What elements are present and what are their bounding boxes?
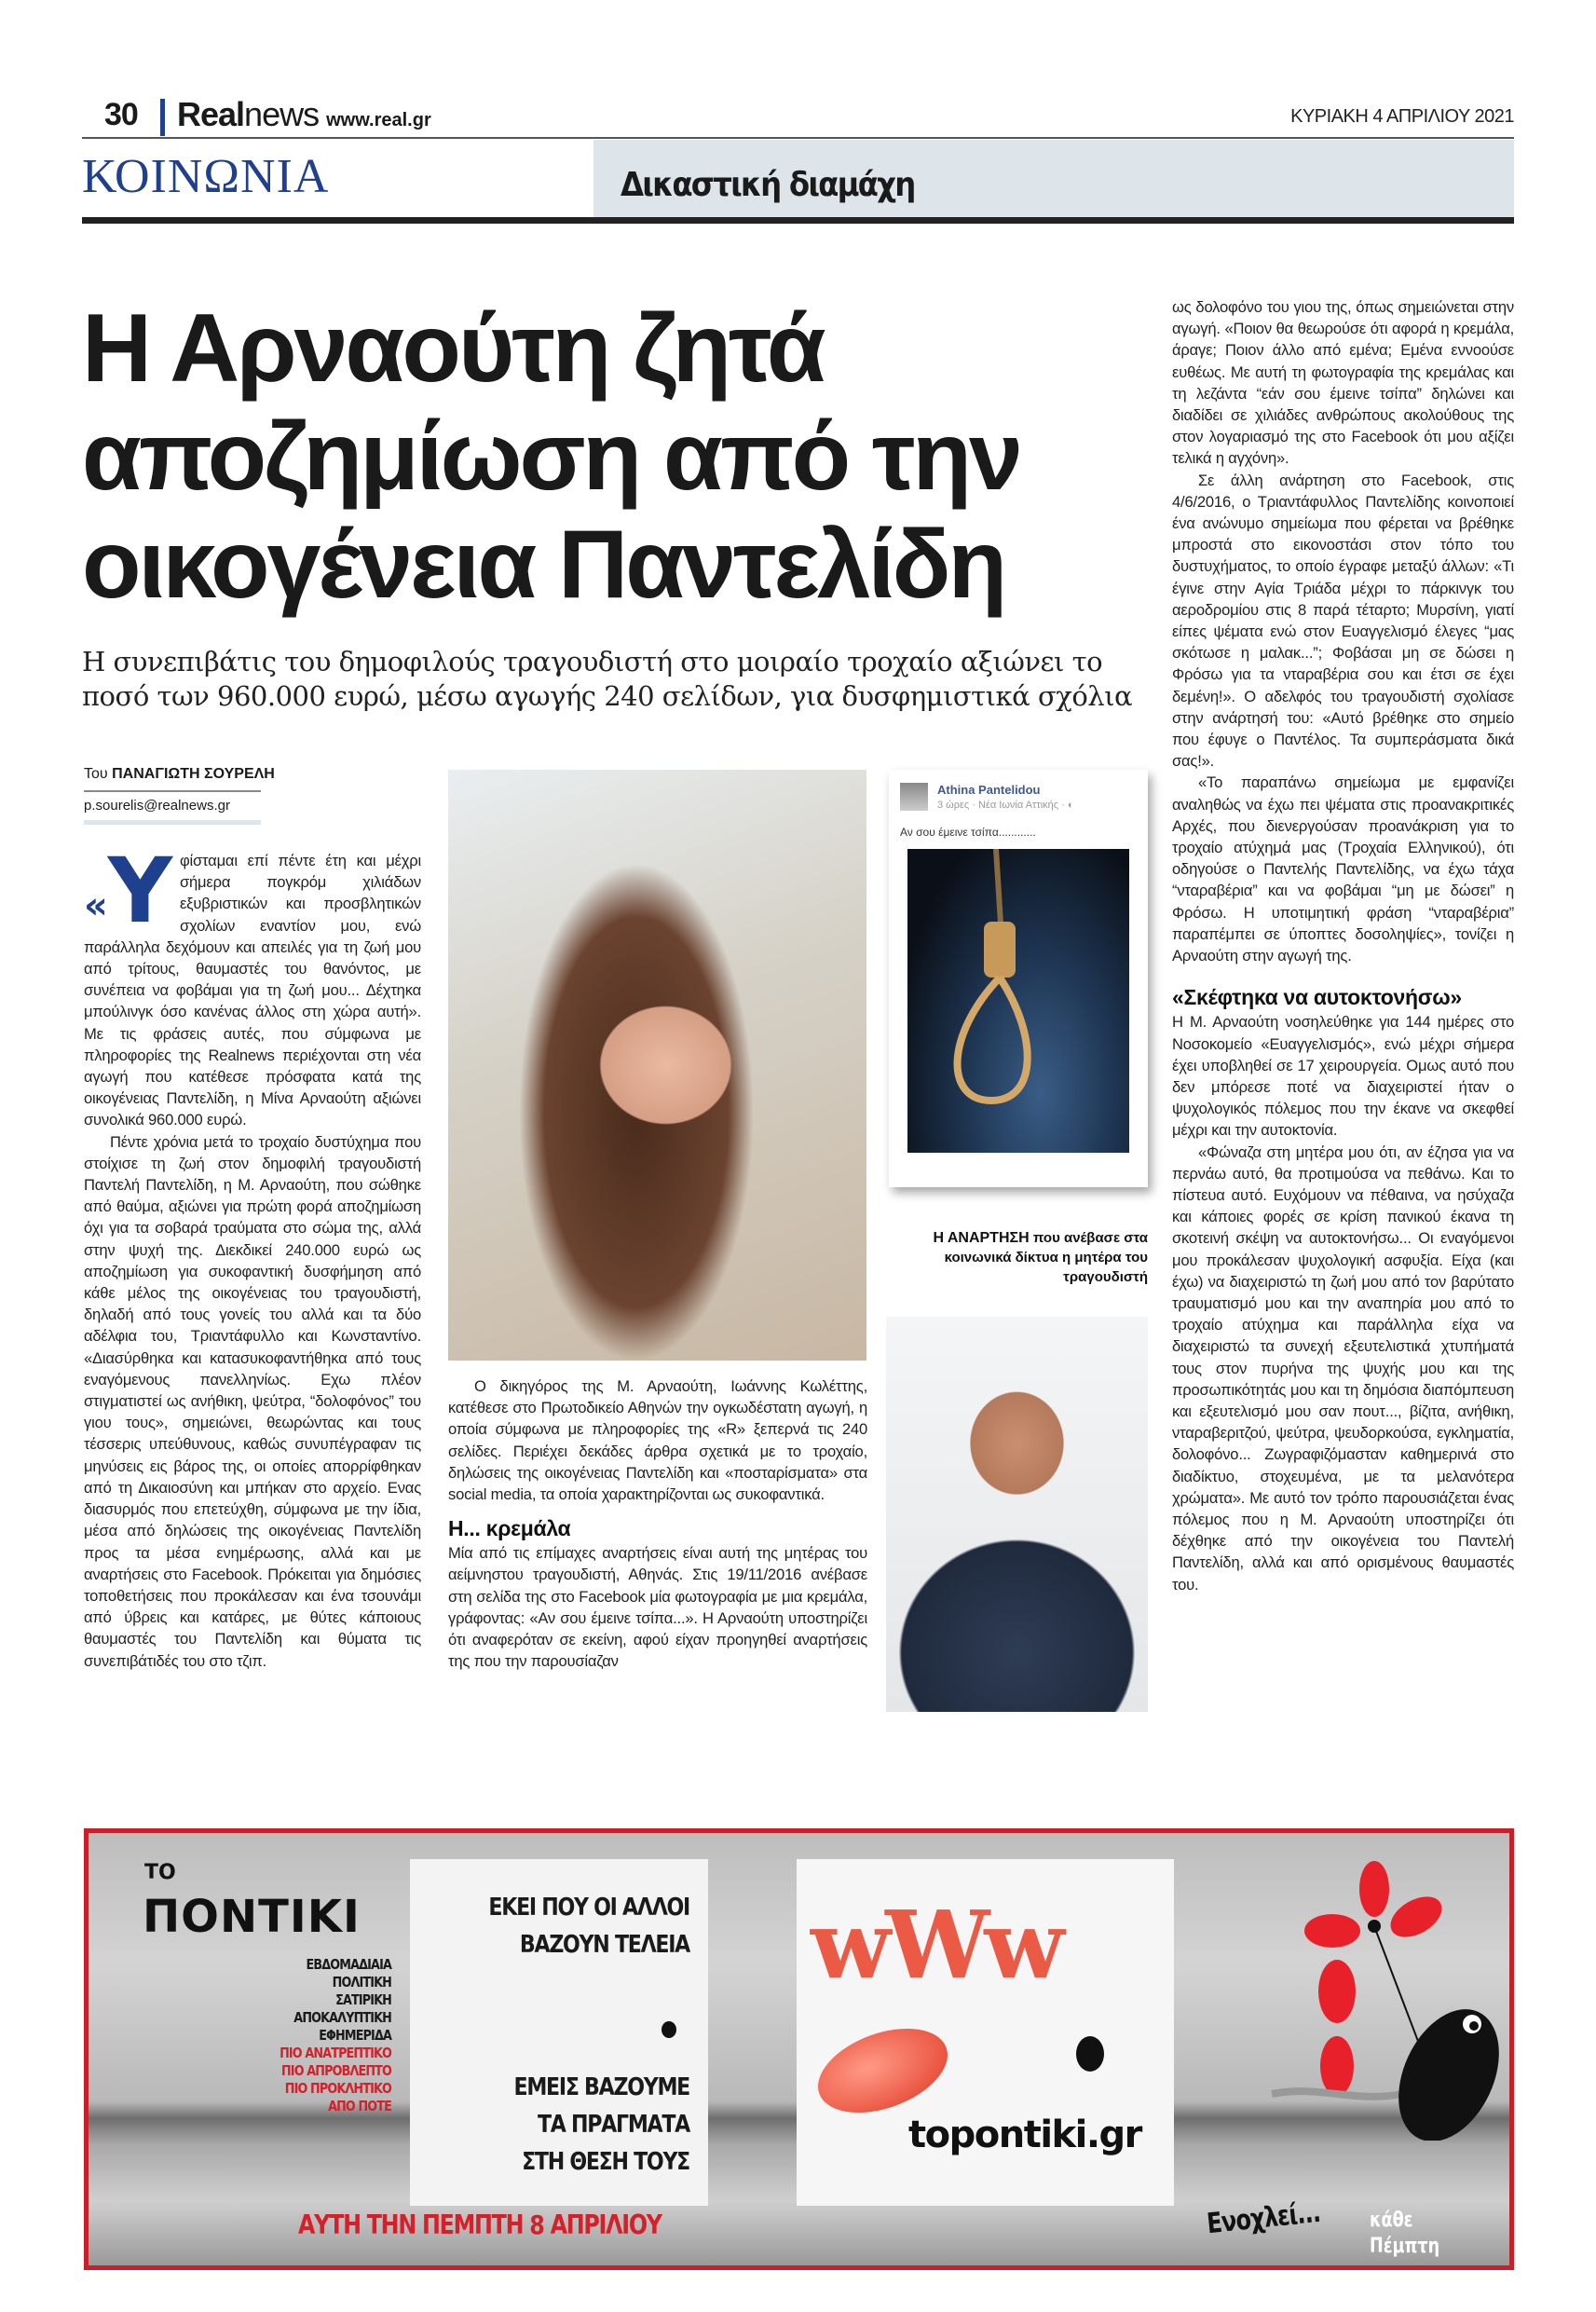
ad-descriptor: ΕΦΗΜΕΡΙΔΑ bbox=[319, 2027, 391, 2044]
paragraph: Η Μ. Αρναούτη νοσηλεύθηκε για 144 ημέρες στο Νοσοκομείο «Ευαγγελισμός», ενώ μέχρι σήμερα έχει υποβληθεί σε 17 χειρουργεία. Ομως αυτό που δεν μπόρεσε ποτέ να διαχειριστεί ήταν ο ψυχολογικός πόλεμος που την έκανε να σκεφθεί μέχρι και την αυτοκτονία. bbox=[1172, 1013, 1514, 1140]
byline-prefix: Του bbox=[84, 766, 108, 782]
issue-date: ΚΥΡΙΑΚΗ 4 ΑΠΡΙΛΙΟΥ 2021 bbox=[1290, 106, 1514, 127]
photo-pantelis-pantelidis bbox=[886, 1317, 1148, 1712]
slogan-line: ΕΜΕΙΣ ΒΑΖΟΥΜΕ bbox=[513, 2073, 689, 2101]
slogan-line: ΤΑ ΠΡΑΓΜΑΤΑ bbox=[537, 2111, 689, 2139]
subheading: «Σκέφτηκα να αυτοκτονήσω» bbox=[1172, 985, 1462, 1010]
section-title: ΚΟΙΝΩΝΙΑ bbox=[82, 150, 330, 203]
column-2 bbox=[448, 1375, 867, 1672]
column-1 bbox=[84, 839, 421, 1672]
page-number: 30 bbox=[104, 97, 138, 132]
dot-icon bbox=[1076, 2036, 1104, 2072]
subheading: Η... κρεμάλα bbox=[448, 1516, 571, 1541]
paragraph: «Φώναζα στη μητέρα μου ότι, αν έζησα για να περνάω αυτό, θα προτιμούσα να πεθάνω. Και το πίστευα αυτό. Ευχόμουν να πέθαινα, να ησύχαζα και κάποιες φορές σε κρίση πανικού έκανα τη σκοτεινή σκέψη να αυτοκτονήσω... Οι εναγόμενοι μου προκάλεσαν ψυχολογική ασφυξία. Είχα (και έχω) να διαχειριστώ τη ζωή μου από τον βαρύτατο τραυματισμό μου και την αναπηρία μου από το τροχαίο ατύχημα και παράλληλα είχα να διαχειριστώ τα συνεχή εξευτελιστικά χτυπήματά τους στον πυρήνα της ψυχής μου και της προσωπικότητάς μου και τη δημόσια διαπόμπευση και εξευτελισμό μου σαν πουτ..., βίζιτα, ανήθικη, νταραβεριτζού, ψεύτρα, ψευδορκούσα, εγκληματία, δολοφόνο... Ζωγραφιζόμασταν καθημερινά στο διαδίκτυο, στοχευμένα, με τα μελανότερα χρώματα». Με αυτό τον τρόπο παρουσιάζεται ένας πόλεμος που η Μ. Αρναούτη υποστηρίζει ότι δέχθηκε από την οικογένεια του Παντελή Παντελίδη, αλλά και από ορισμένους θαυμαστές του. bbox=[1172, 1142, 1514, 1594]
caption-lead: Η ΑΝΑΡΤΗΣΗ bbox=[933, 1230, 1030, 1246]
byline-rule bbox=[84, 790, 261, 792]
ad-date: ΑΥΤΗ ΤΗΝ ΠΕΜΠΤΗ 8 ΑΠΡΙΛΙΟΥ bbox=[298, 2209, 662, 2240]
paragraph: φίσταμαι επί πέντε έτη και μέχρι σήμερα πογκρόμ χιλιάδων εξυβριστικών και προσβλητικών σχολίων εναντίον μου, ενώ παράλληλα δεχόμουν και απειλές για τη ζωή μου από τρίτους, θαυμαστές του θανόντος, με συνέπεια να φοβάμαι για τη ζωή μου... Δέχτηκα μπούλινγκ όσο κανένας άλλος στη χώρα αυτή». Με τις φράσεις αυτές, που σύμφωνα με πληροφορίες της Realnews περιέχονται στη νέα αγωγή που κατέθεσε πρόσφατα κατά της οικογένειας Παντελίδη, η Μίνα Αρναούτη αξιώνει συνολικά 960.000 ευρώ. bbox=[84, 852, 421, 1129]
dot-icon bbox=[662, 2021, 676, 2038]
caption-text: που ανέβασε στα κοινωνικά δίκτυα η μητέρα του τραγουδιστή bbox=[944, 1230, 1148, 1285]
author-email[interactable]: p.sourelis@realnews.gr bbox=[84, 798, 230, 814]
fb-text: Αν σου έμεινε τσίπα............ bbox=[900, 826, 1036, 839]
ad-website[interactable]: topontiki.gr bbox=[908, 2114, 1141, 2156]
paragraph: Μία από τις επίμαχες αναρτήσεις είναι αυτή της μητέρας του αείμνηστου τραγουδιστή, Αθηνάς. Στις 19/11/2016 ανέβασε στη σελίδα της στο Facebook μία φωτογραφία με μια κρεμάλα, γράφοντας: «Αν σου έμεινε τσίπα...». Η Αρναούτη υποστηρίζει ότι αναφερόταν σε εκείνη, αφού είχαν προηγηθεί αναρτήσεις της που την παρουσίαζαν bbox=[448, 1544, 867, 1671]
paragraph: ως δολοφόνο του γιου της, όπως σημειώνεται στην αγωγή. «Ποιον θα θεωρούσε ότι αφορά η κρεμάλα, άραγε; Ποιον άλλο από εμένα; Εμένα εννοούσε ευθέως. Με αυτή τη φωτογραφία της κρεμάλας και τη λεζάντα “εάν σου έμεινε τσίπα” δηλώνει και διαδίδει σε χιλιάδες ανθρώπους ακολούθους της στον λογαριασμό της στο Facebook ότι μου αξίζει τελικά η αγχόνη». bbox=[1172, 298, 1514, 468]
ad-descriptor-red: ΑΠΟ ΠΟΤΕ bbox=[328, 2098, 391, 2114]
paragraph: «Το παραπάνω σημείωμα με εμφανίζει αναληθώς να έχω πει ψέματα στις προανακριτικές Αρχές, που διενεργούσαν προανάκριση για το τροχαίο ατύχημά μας (Τροχαία Ελληνικού), ότι οδηγούσε ο Παντελής Παντελίδης, να έχω τάχα “νταραβέρια” και να φοβάμαι “μη με δώσει” η Φρόσω. Η υποτιμητική φράση “νταραβέρια” παραπέμπει σε ύποπτες δοσοληψίες», τονίζει η Αρναούτη στην αγωγή της. bbox=[1172, 773, 1514, 965]
ad-descriptor: ΑΠΟΚΑΛΥΠΤΙΚΗ bbox=[293, 2009, 391, 2026]
slogan-line: ΒΑΖΟΥΝ ΤΕΛΕΙΑ bbox=[519, 1931, 689, 1959]
topic-label: Δικαστική διαμάχη bbox=[621, 166, 915, 204]
brand-url: www.real.gr bbox=[326, 110, 431, 130]
author-name: ΠΑΝΑΓΙΩΤΗ ΣΟΥΡΕΛΗ bbox=[112, 766, 275, 782]
ad-slogan-a bbox=[452, 1889, 689, 1963]
slogan-line: ΣΤΗ ΘΕΣΗ ΤΟΥΣ bbox=[522, 2148, 689, 2176]
byline bbox=[84, 766, 275, 783]
fb-meta: 3 ώρες · Νέα Ιωνία Αττικής · ◐ bbox=[937, 800, 1074, 811]
ad-logo: ΠΟΝΤΙΚΙ bbox=[143, 1891, 361, 1943]
ad-slogan-b bbox=[452, 2069, 689, 2181]
ad-descriptor-list bbox=[182, 1956, 391, 2115]
slogan-line: ΕΚΕΙ ΠΟΥ ΟΙ ΑΛΛΟΙ bbox=[488, 1894, 689, 1922]
fb-author: Athina Pantelidou bbox=[937, 783, 1041, 797]
ad-descriptor-red: ΠΙΟ ΑΝΑΤΡΕΠΤΙΚΟ bbox=[280, 2045, 391, 2061]
divider bbox=[160, 99, 165, 136]
brand-bold: Real bbox=[177, 95, 245, 133]
deck: Η συνεπιβάτις του δημοφιλούς τραγουδιστή στο μοιραίο τροχαίο αξιώνει το ποσό των 960.000 ευρώ, μέσω αγωγής 240 σελίδων, για δυσφημιστικά σχόλια bbox=[82, 646, 1133, 712]
ad-tagline: Ενοχλεί... bbox=[1205, 2196, 1322, 2241]
header-rule bbox=[82, 137, 1514, 139]
paragraph: Πέντε χρόνια μετά το τροχαίο δυστύχημα που στοίχισε τη ζωή στον δημοφιλή τραγουδιστή Παντελή Παντελίδη, η Μ. Αρναούτη, που σώθηκε από θαύμα, αξιώνει για πρώτη φορά αποζημίωση όχι για τα σοβαρά τραύματα στο σώμα της, αλλά στην ψυχή της. Διεκδικεί 240.000 ευρώ ως αποζημίωση για συκοφαντική δυσφήμηση από κάθε μέλος της οικογένειας του τραγουδιστή, δηλαδή από τους γονείς του αλλά και τα δύο αδέλφια του, Τριαντάφυλλο και Κωνσταντίνο. «Διασύρθηκα και κατασυκοφαντήθηκα από τους εναγόμενους πανελληνίως. Εχω πλέον στιγματιστεί ως ανήθικη, ψεύτρα, “δολοφόνος” του γιου τους», σημειώνει, θεωρώντας και τους τέσσερις υπεύθυνους, καθώς συνυπέγραφαν τις μηνύσεις εις βάρος της, οι οποίες απορρίφθηκαν από τη Δικαιοσύνη και μπήκαν στο αρχείο. Ενας διασυρμός που επετεύχθη, σύμφωνα με την ίδια, μέσα από δηλώσεις της οικογένειας Παντελίδη προς τα μέσα ενημέρωσης, αλλά και με αναρτήσεις στο Facebook. Πρόκειται για δημόσιες τοποθετήσεις που προκάλεσαν και ένα τσουνάμι από ύβρεις και κατάρες, με θύτες κάποιους θαυμαστές του Παντελίδη και θύματα τις συνεπιβάτιδές του στο τζιπ. bbox=[84, 1132, 421, 1670]
ad-www: wWw bbox=[811, 1890, 1059, 2000]
ad-descriptor-red: ΠΙΟ ΑΠΡΟΒΛΕΠΤΟ bbox=[280, 2062, 391, 2079]
ad-logo-to: ΤΟ bbox=[144, 1861, 176, 1884]
dropcap-quote: « bbox=[84, 884, 108, 927]
dropcap-letter: Υ bbox=[107, 839, 172, 943]
dropcap bbox=[84, 839, 172, 943]
photo-caption bbox=[889, 1228, 1148, 1287]
noose-image bbox=[907, 849, 1129, 1153]
ad-descriptor: ΠΟΛΙΤΙΚΗ bbox=[332, 1974, 391, 1991]
column-3 bbox=[1172, 296, 1514, 1595]
ad-descriptor: ΕΒΔΟΜΑΔΙΑΙΑ bbox=[306, 1956, 391, 1973]
section-rule bbox=[82, 217, 1514, 224]
avatar bbox=[900, 783, 928, 811]
paragraph: Ο δικηγόρος της Μ. Αρναούτη, Ιωάννης Κωλέττης, κατέθεσε στο Πρωτοδικείο Αθηνών την ογκωδέστατη αγωγή, η οποία σύμφωνα με πληροφορίες της «R» ξεπερνά τις 240 σελίδες. Περιέχει δεκάδες άρθρα σχετικά με το τροχαίο, δηλώσεις της οικογένειας Παντελίδη και «ποσταρίσματα» στα social media, τα οποία χαρακτηρίζονται ως συκοφαντικά. bbox=[448, 1377, 867, 1504]
headline: Η Αρναούτη ζητά αποζημίωση από την οικογένεια Παντελίδη bbox=[82, 294, 1020, 619]
mouse-mascot-icon bbox=[1262, 1861, 1505, 2141]
brand-logo bbox=[177, 95, 431, 134]
brand-thin: news bbox=[244, 95, 320, 133]
ad-descriptor-red: ΠΙΟ ΠΡΟΚΛΗΤΙΚΟ bbox=[284, 2080, 391, 2097]
advertisement-to-pontiki[interactable] bbox=[84, 1828, 1514, 2270]
ad-tagline-day: κάθε Πέμπτη bbox=[1370, 2209, 1440, 2258]
facebook-post-image bbox=[889, 770, 1148, 1187]
noose-icon bbox=[907, 849, 1129, 1153]
photo-mina-arnaouti bbox=[448, 770, 866, 1361]
byline-bar bbox=[84, 820, 261, 825]
paragraph: Σε άλλη ανάρτηση στο Facebook, στις 4/6/2016, ο Τριαντάφυλλος Παντελίδης κοινοποιεί ένα ανώνυμο σημείωμα που φέρεται να βρέθηκε μπροστά στο εικονοστάσι στον τόπο του δυστυχήματος, το οποίο έγραφε μεταξύ άλλων: «Τι έγινε στην Αγία Τριάδα μέχρι το πάρκινγκ του αεροδρομίου στις 8 παρά τέταρτο; Μυρσίνη, γιατί είπες ψέματα ενώ στον Ευαγγελισμό έλεγες “μας σκότωσε η μαλακ...”; Φοβάσαι μη σε δώσει η Φρόσω για τα νταραβέρια σου και έτσι σε έχει δεμένη!». Ο αδελφός του τραγουδιστή σχολίασε στην ανάρτησή του: «Αυτό βρέθηκε στο σημείο που έφυγε ο Παντέλος. Τα συμπεράσματα δικά σας!». bbox=[1172, 471, 1514, 771]
ad-descriptor: ΣΑΤΙΡΙΚΗ bbox=[335, 1991, 391, 2008]
